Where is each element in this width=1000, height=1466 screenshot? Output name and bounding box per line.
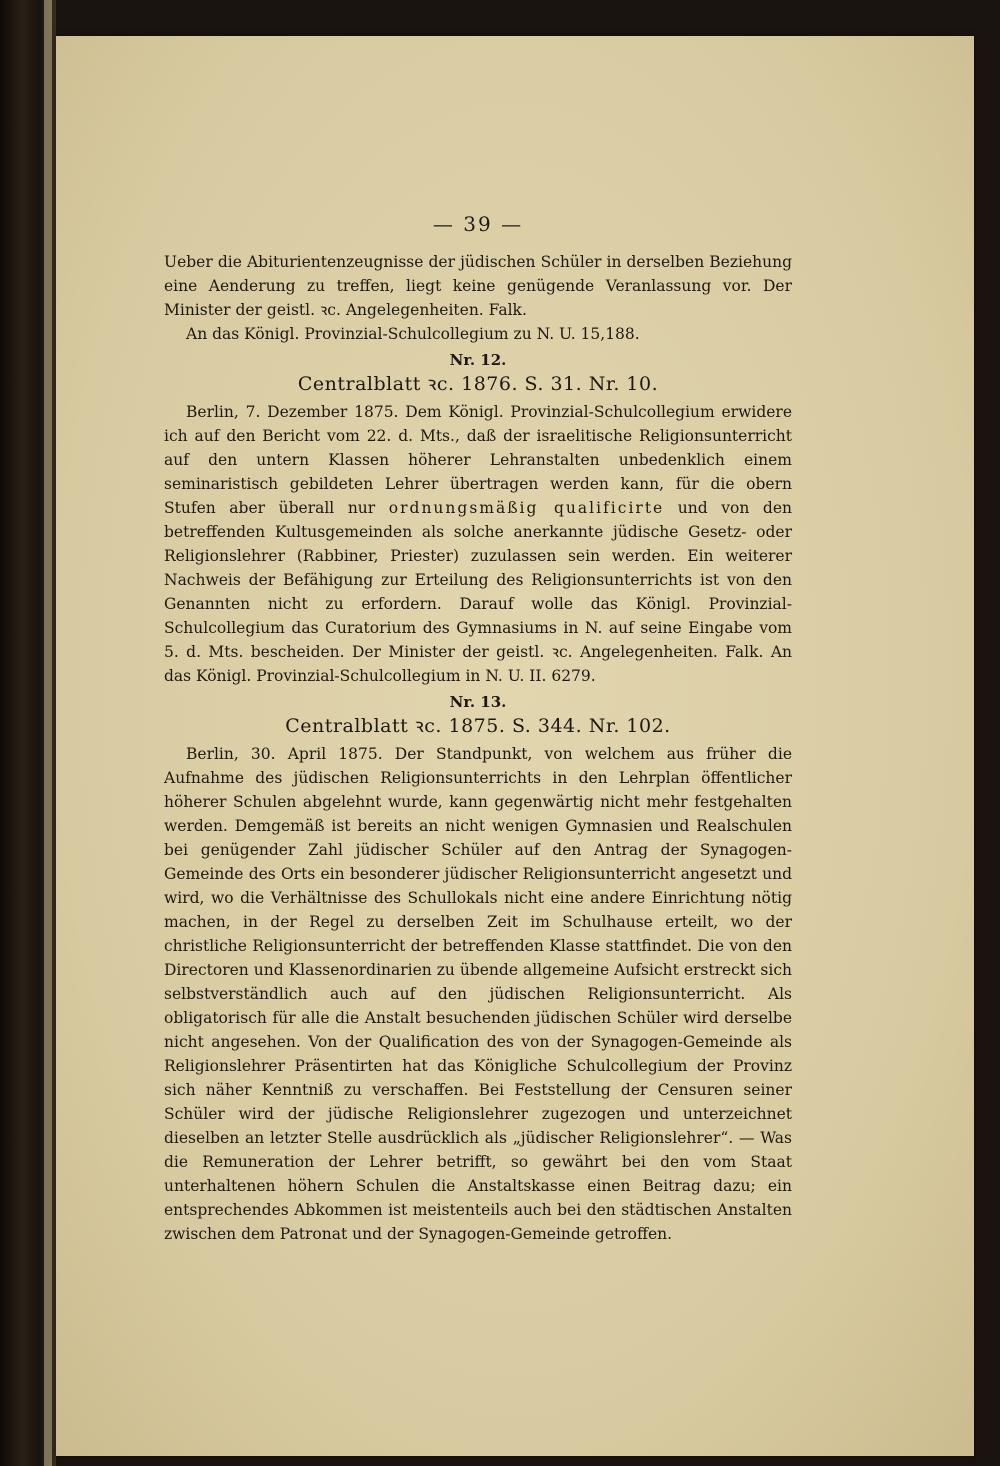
intro-address: An das Königl. Provinzial-Schulcollegium zu N. U. 15,188. — [186, 325, 640, 343]
intro-paragraph: Ueber die Abiturientenzeugnisse der jüdischen Schüler in derselben Beziehung eine Aenderung zu treffen, liegt keine genügende Veranlassung vor. Der Minister der geistl. ꝛc. Angelegenheiten. Falk. — [164, 253, 792, 319]
section-body: Berlin, 30. April 1875. Der Standpunkt, von welchem aus früher die Aufnahme des jüdischen Religionsunterrichts in den Lehrplan öffentlicher höherer Schulen abgelehnt wurde, kann gegenwärtig nicht mehr festgehalten werden. Demgemäß ist bereits an nicht wenigen Gymnasien und Realschulen bei genügender Zahl jüdischer Schüler auf den Antrag der Synagogen-Gemeinde des Orts ein besonderer jüdischer Religionsunterricht angesetzt und wird, wo die Verhältnisse des Schullokals nicht eine andere Einrichtung nötig machen, in der Regel zu derselben Zeit im Schulhause erteilt, wo der christliche Religionsunterricht der betreffenden Klasse stattfindet. Die von den Directoren und Klassenordinarien zu übende allgemeine Aufsicht erstreckt sich selbstverständlich auch auf den jüdischen Religionsunterricht. Als obligatorisch für alle die Anstalt besuchenden jüdischen Schüler wird derselbe nicht angesehen. Von der Qualification des von der Synagogen-Gemeinde als Religionslehrer Präsentirten hat das Königliche Schulcollegium der Provinz sich näher Kenntniß zu verschaffen. Bei Feststellung der Censuren seiner Schüler wird der jüdische Religionslehrer zugezogen und unterzeichnet dieselben an letzter Stelle ausdrücklich als „jüdischer Religionslehrer“. — Was die Remuneration der Lehrer betrifft, so gewährt bei den vom Staat unterhaltenen höhern Schulen die Anstaltskasse einen Beitrag dazu; ein entsprechendes Abkommen ist meistenteils auch bei den städtischen Anstalten zwischen dem Patronat und der Synagogen-Gemeinde getroffen. — [164, 745, 792, 1243]
section-body — [164, 400, 792, 688]
section-number: Nr. 12. — [449, 351, 507, 369]
book-page — [56, 36, 974, 1456]
section-number: Nr. 13. — [449, 693, 507, 711]
page-text — [164, 212, 792, 1246]
body-text-end: und von den betreffenden Kultusgemeinden als solche anerkannte jüdische Gesetz- oder Religionslehrer (Rabbiner, Priester) zuzulassen sein werden. Ein weiterer Nachweis der Befähigung zur Erteilung des Religionsunterrichts ist von den Genannten nicht zu erfordern. Darauf wolle das Königl. Provinzial-Schulcollegium das Curatorium des Gymnasiums in N. auf seine Eingabe vom 5. d. Mts. bescheiden. Der Minister der geistl. ꝛc. Angelegenheiten. Falk. An das Königl. Provinzial-Schulcollegium in N. U. II. 6279. — [164, 499, 792, 685]
body-text-start: Berlin, 7. Dezember 1875. Dem Königl. Provinzial-Schulcollegium erwidere ich auf den Bericht vom 22. d. Mts., daß der israelitische Religionsunterricht auf den untern Klassen höherer Lehranstalten unbedenklich einem seminaristisch gebildeten Lehrer übertragen werden kann, für die obern Stufen aber überall nur — [164, 403, 792, 517]
previous-page-edge — [44, 0, 52, 1466]
section-heading: Centralblatt ꝛc. 1876. S. 31. Nr. 10. — [297, 373, 659, 395]
body-text-spaced: ordnungsmäßig qualificirte — [388, 499, 665, 517]
page-number: — 39 — — [432, 212, 524, 236]
section-heading: Centralblatt ꝛc. 1875. S. 344. Nr. 102. — [285, 715, 671, 737]
